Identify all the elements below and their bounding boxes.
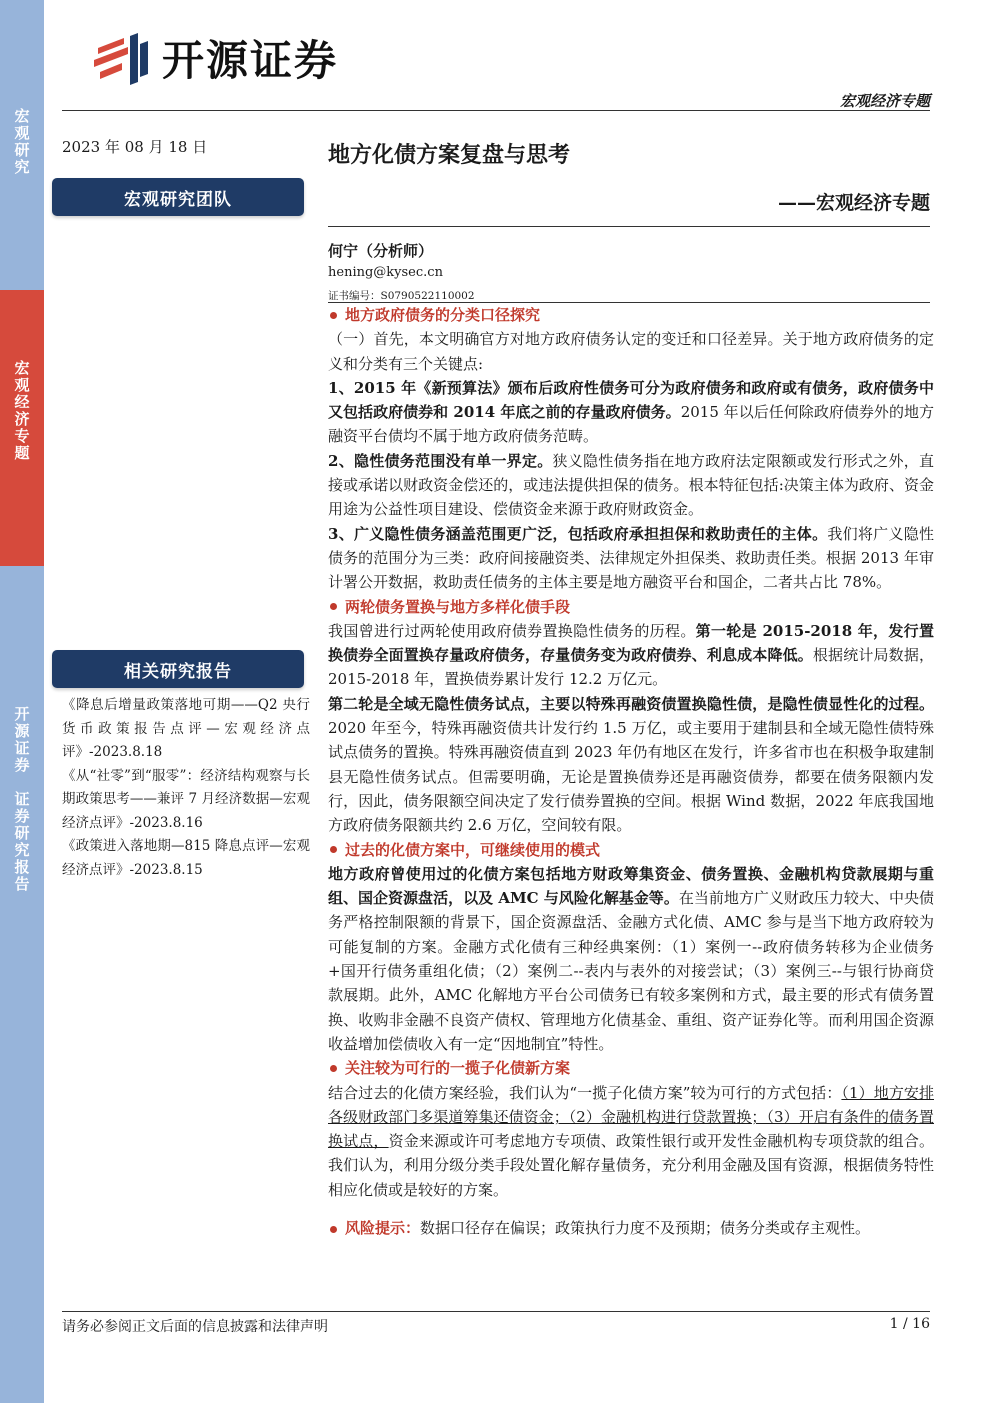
risk-notice: 风险提示：数据口径存在偏误；政策执行力度不及预期；债务分类或存主观性。 (328, 1216, 934, 1240)
bullet-icon (330, 1226, 337, 1233)
paragraph: 结合过去的化债方案经验，我们认为“一揽子化债方案”较为可行的方式包括：（1）地方安排各级财政部门多渠道筹集还债资金；（2）金融机构进行贷款置换；（3）开启有条件的债务置换试点，资金来源或许可考虑地方专项债、政策性银行或开发性金融机构专项贷款的组合。我们认为，利用分级分类手段处置化解存量债务，充分利用金融及国有资源，根据债务特性相应化债或是较好的方案。 (328, 1083, 934, 1199)
section-heading: 过去的化债方案中，可继续使用的模式 (328, 838, 934, 862)
team-panel-title: 宏观研究团队 (52, 178, 304, 216)
header-category: 宏观经济专题 (839, 92, 930, 110)
report-subtitle: ——宏观经济专题 (777, 192, 930, 214)
footer-disclaimer: 请务必参阅正文后面的信息披露和法律声明 (62, 1319, 328, 1335)
page-number: 1 / 16 (889, 1316, 930, 1332)
author-cert: 证书编号：S0790522110002 (328, 290, 475, 302)
logo-mark-icon (88, 30, 150, 86)
paragraph: 地方政府曾使用过的化债方案包括地方财政筹集资金、债务置换、金融机构贷款展期与重组、国企资源盘活，以及 AMC 与风险化解基金等。在当前地方广义财政压力较大、中央债务严格控制限额的背景下，国企资源盘活、金融方式化债、AMC 参与是当下地方政府较为可能复制的方案。金融方式化债有三种经典案例：（1）案例一--政府债务转移为企业债务+国开行债务重组化债；（2）案例二--表内与表外的对接尝试；（3）案例三--与银行协商贷款展期。此外，AMC 化解地方平台公司债务已有较多案例和方式，最主要的形式有债务置换、收购非金融不良资产债权、管理地方化债基金、重组、资产证券化等。而利用国企资源收益增加偿债收入有一定“因地制宜”特性。 (328, 864, 934, 1053)
logo-text: 开源证券 (162, 36, 339, 85)
related-panel-title: 相关研究报告 (52, 650, 304, 688)
author-email[interactable]: hening@kysec.cn (328, 265, 443, 280)
sidebar-top-segment (0, 0, 44, 290)
bullet-icon (330, 1065, 337, 1072)
report-body (328, 303, 934, 1240)
sidebar-mid-segment (0, 290, 44, 566)
section-heading: 关注较为可行的一揽子化债新方案 (328, 1056, 934, 1080)
paragraph: （一）首先，本文明确官方对地方政府债务认定的变迁和口径差异。关于地方政府债务的定义和分类有三个关键点: (328, 330, 934, 373)
section-heading: 地方政府债务的分类口径探究 (328, 303, 934, 327)
report-date: 2023 年 08 月 18 日 (62, 138, 208, 156)
paragraph: 第二轮是全域无隐性债务试点，主要以特殊再融资债置换隐性债，是隐性债显性化的过程。2020 年至今，特殊再融资债共计发行约 1.5 万亿，或主要用于建制县和全域无隐性债特殊试点债务的置换。特殊再融资债直到 2023 年仍有地区在发行，许多省市也在积极争取建制县无隐性债务试点。但需要明确，无论是置换债券还是再融资债券，都要在债务限额内发行，因此，债务限额空间决定了发行债券置换的空间。根据 Wind 数据，2022 年底我国地方政府债务限额共约 2.6 万亿，空间较有限。 (328, 694, 934, 835)
sidebar-bottom-label: 开源证券 证券研究报告 (12, 706, 31, 893)
related-reports-list (62, 694, 310, 882)
header-divider (62, 110, 930, 111)
paragraph: 1、2015 年《新预算法》颁布后政府性债务可分为政府债务和政府或有债务，政府债务中又包括政府债券和 2014 年底之前的存量政府债务。2015 年以后任何除政府债券外的地方融资平台债均不属于地方政府债务范畴。 (328, 378, 934, 446)
paragraph: 2、隐性债务范围没有单一界定。狭义隐性债务指在地方政府法定限额或发行形式之外，直接或承诺以财政资金偿还的，或违法提供担保的债务。根本特征包括:决策主体为政府、资金用途为公益性项目建设、偿债资金来源于政府财政资金。 (328, 451, 934, 519)
paragraph: 我国曾进行过两轮使用政府债券置换隐性债务的历程。第一轮是 2015-2018 年，发行置换债券全面置换存量政府债务，存量债务变为政府债券、利息成本降低。根据统计局数据，2015-2018 年，置换债券累计发行 12.2 万亿元。 (328, 621, 934, 689)
bullet-icon (330, 846, 337, 853)
footer-divider (62, 1311, 930, 1312)
section-heading: 两轮债务置换与地方多样化债手段 (328, 595, 934, 619)
related-report-link[interactable]: 《政策进入落地期—815 降息点评—宏观经济点评》-2023.8.15 (62, 838, 310, 878)
bullet-icon (330, 603, 337, 610)
title-divider (328, 226, 930, 227)
paragraph: 3、广义隐性债务涵盖范围更广泛，包括政府承担担保和救助责任的主体。我们将广义隐性债务的范围分为三类：政府间接融资类、法律规定外担保类、救助责任类。根据 2013 年审计署公开数据，救助责任债务的主体主要是地方融资平台和国企，二者共占比 78%。 (328, 524, 934, 592)
sidebar-top-label: 宏观研究 (12, 108, 31, 176)
bullet-icon (330, 312, 337, 319)
company-logo (88, 30, 338, 86)
sidebar-mid-label: 宏观经济专题 (12, 360, 31, 462)
related-report-link[interactable]: 《从“社零”到“服零”：经济结构观察与长期政策思考——兼评 7 月经济数据—宏观经济点评》-2023.8.16 (62, 767, 310, 831)
left-sidebar (0, 0, 44, 1403)
report-title: 地方化债方案复盘与思考 (328, 142, 571, 168)
related-report-link[interactable]: 《降息后增量政策落地可期——Q2 央行货币政策报告点评—宏观经济点评》-2023.8.18 (62, 697, 310, 760)
author-name: 何宁（分析师） (328, 242, 434, 260)
sidebar-bottom-segment (0, 566, 44, 1403)
